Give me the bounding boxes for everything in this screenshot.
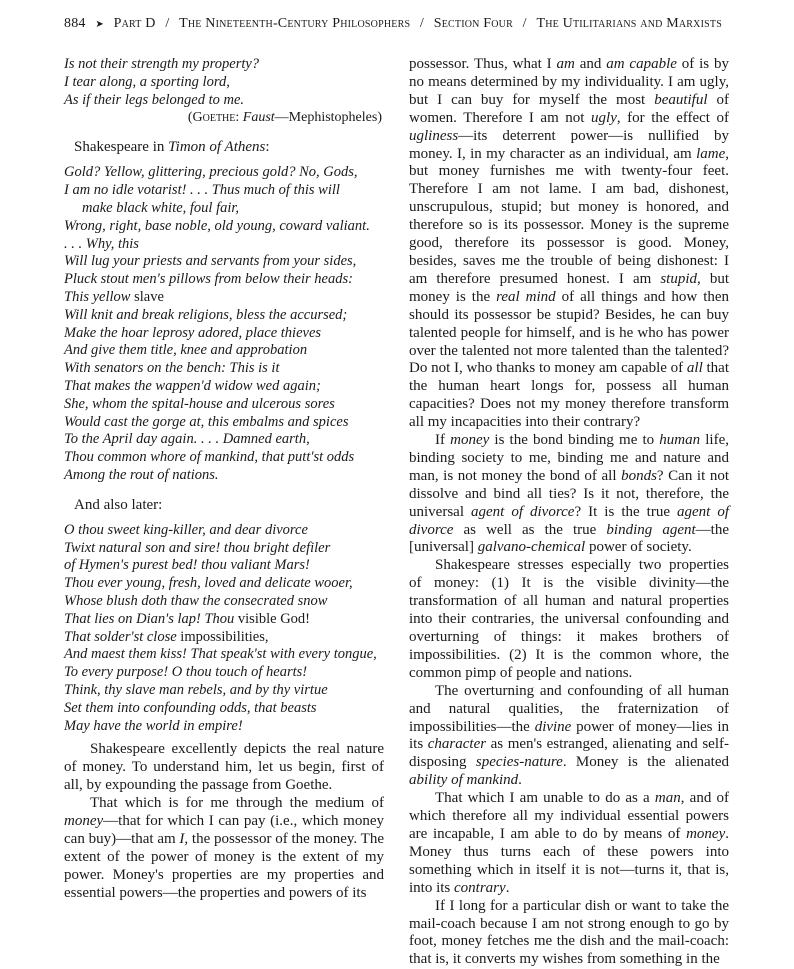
- verse-line: Thou common whore of mankind, that putt'st odds: [64, 449, 355, 466]
- text-run: . Money thus turns each of these powers into something which in itself it is not—turns it, that is, into its: [409, 825, 729, 896]
- verse-line: Set them into confounding odds, that beasts: [64, 699, 317, 716]
- text-run: The overturning and confounding of all human and natural qualities, the fraternization of impossibilities—the: [409, 682, 729, 735]
- text-run: of all things and how then should its possessor be stupid? Besides, he can buy talented people for himself, and is he who has power over the talented not more talented than the talented? Do not I, who thanks to money am capable of: [409, 288, 730, 377]
- text-run: That which is for me through the medium of: [90, 795, 384, 812]
- verse-line: Among the rout of nations.: [64, 466, 219, 483]
- running-header: [64, 16, 740, 40]
- arrow-icon: ➤: [95, 19, 104, 30]
- verse-fragment: That solder'st close: [64, 628, 177, 645]
- paragraph: [409, 683, 729, 790]
- text-run: divine: [534, 718, 572, 735]
- text-run: beautiful: [654, 91, 708, 108]
- right-prose: [409, 56, 729, 969]
- text-run: as men's estranged, alienating and self-disposing: [409, 736, 729, 771]
- text-run: power of money—lies in its: [409, 718, 729, 753]
- verse-line: To every purpose! O thou touch of hearts!: [64, 664, 308, 681]
- goethe-attribution: [64, 109, 384, 127]
- verse-fragment: impossibilities,: [176, 628, 269, 645]
- verse-line: And give them title, knee and approbation: [64, 342, 308, 359]
- header-chapter: The Utilitarians and Marxists: [536, 16, 722, 31]
- verse-line: Would cast the gorge at, this embalms and spices: [64, 413, 349, 430]
- text-run: ugliness: [409, 127, 459, 144]
- verse-line: [64, 629, 384, 647]
- verse-line: As if their legs belonged to me.: [64, 91, 245, 108]
- verse-line: Whose blush doth thaw the consecrated snow: [64, 592, 328, 609]
- left-prose: [64, 741, 384, 902]
- text-run: of is by no means determined by my individuality. I am ugly, but I can buy for myself the most: [409, 56, 729, 108]
- text-run: agent of divorce: [409, 503, 730, 538]
- text-run: bonds: [621, 467, 657, 484]
- text-run: all: [686, 360, 703, 377]
- text-run: .: [505, 879, 510, 896]
- verse-line: Think, thy slave man rebels, and by thy virtue: [64, 681, 328, 698]
- verse-line: Is not their strength my property?: [64, 56, 260, 72]
- text-run: . Money is the alienated: [562, 754, 729, 771]
- attribution-work: Faust: [242, 110, 275, 126]
- verse-fragment: slave: [130, 288, 164, 305]
- paragraph: Shakespeare excellently depicts the real nature of money. To understand him, let us begin, first of all, by expounding the passage from Goethe.: [64, 741, 384, 794]
- intro-text: Shakespeare in: [74, 139, 169, 156]
- text-run: , for the effect of: [616, 109, 730, 126]
- text-run: ugly: [591, 109, 617, 126]
- verse-line: . . . Why, this: [64, 235, 139, 252]
- verse-line: Wrong, right, base noble, old young, coward valiant.: [64, 217, 370, 234]
- text-run: is the bond binding me to: [489, 432, 660, 449]
- text-run: and: [574, 56, 607, 72]
- text-run: binding agent: [606, 521, 696, 538]
- timon-verse-2: [64, 522, 384, 736]
- text-run: —the [universal]: [409, 521, 729, 556]
- left-column: [64, 56, 384, 902]
- text-run: man: [654, 790, 681, 807]
- intro-colon: :: [265, 139, 270, 156]
- text-run: , but money furnishes me with twenty-four feet. Therefore I am not lame. I am bad, dishonest, unscrupulous, stupid; but money is honored, and therefore so is its possessor. Money is the supreme good, therefore its possessor is good. Money, besides, saves me the trouble of being dishonest: I am therefore presumed honest. I am: [409, 145, 729, 287]
- text-run: ? It is the true: [574, 503, 677, 520]
- verse-fragment: This yellow: [64, 288, 131, 305]
- text-run: as well as the true: [453, 521, 607, 538]
- verse-line: [64, 289, 384, 307]
- text-run: —that for which I can pay (i.e., which money can buy)—that am: [64, 812, 384, 847]
- paragraph: If I long for a particular dish or want to take the mail-coach because I am not strong enough to go by foot, money fetches me the dish and the mail-coach: that is, it converts my wishes from something in the: [409, 897, 729, 968]
- also-later-intro: And also later:: [74, 496, 163, 513]
- text-run: ability of mankind: [409, 772, 519, 789]
- text-run: life, binding society to me, binding me and nature and man, is not money the bond of all: [409, 432, 729, 484]
- text-run: lame: [696, 145, 726, 162]
- text-run: species-nature: [475, 754, 563, 771]
- timon-verse-1: [64, 164, 384, 484]
- text-run: that the human heart longs for, possess all human capacities? Does not my money therefore transform all my incapacities into their contrary?: [409, 360, 729, 431]
- verse-line: [64, 611, 384, 629]
- verse-line: To the April day again. . . . Damned earth,: [64, 431, 310, 448]
- text-run: agent of divorce: [471, 503, 575, 520]
- header-section-title: The Nineteenth-Century Philosophers: [179, 16, 411, 31]
- header-separator: /: [419, 16, 425, 31]
- text-run: That which I am unable to do as a: [435, 790, 655, 807]
- text-run: .: [518, 772, 522, 789]
- paragraph: Shakespeare stresses especially two properties of money: (1) It is the visible divinity—the transformation of all human and natural properties into their contraries, the universal confounding and overturning of things: it makes brothers of impossibilities. (2) It is the common whore, the common pimp of people and nations.: [409, 557, 729, 681]
- attribution-close: —Mephistopheles): [274, 110, 382, 126]
- verse-line: I am no idle votarist! . . . Thus much of this will: [64, 182, 340, 199]
- text-run: money: [64, 812, 104, 829]
- text-run: contrary: [454, 879, 506, 896]
- text-run: , the possessor of the money. The extent of the power of money is the extent of my power. Money's properties are my properties and essential powers—the properties and powers of its: [64, 830, 384, 901]
- right-column: [409, 56, 729, 969]
- paragraph: [64, 795, 384, 902]
- text-run: —its deterrent power—is nullified by money. I, in my character as an individual, am: [409, 127, 729, 162]
- attribution-open: (Goethe:: [187, 110, 243, 126]
- verse-line: With senators on the bench: This is it: [64, 360, 280, 377]
- header-part: Part D: [113, 16, 156, 31]
- text-run: stupid: [660, 270, 698, 287]
- text-run: money: [450, 432, 490, 449]
- goethe-verse: [64, 56, 384, 109]
- verse-line: And maest them kiss! That speak'st with every tongue,: [64, 646, 377, 663]
- header-separator: /: [522, 16, 527, 31]
- text-run: real mind: [496, 288, 556, 305]
- intro-work-title: Timon of Athens: [168, 139, 266, 156]
- verse-line: She, whom the spital-house and ulcerous sores: [64, 395, 335, 412]
- verse-line: Thou ever young, fresh, loved and delicate wooer,: [64, 575, 353, 592]
- verse-line: Will lug your priests and servants from your sides,: [64, 253, 357, 270]
- verse-line: make black white, foul fair,: [82, 199, 240, 216]
- text-run: money: [686, 825, 726, 842]
- verse-line: I tear along, a sporting lord,: [64, 73, 230, 90]
- text-run: I: [179, 830, 185, 847]
- text-run: If: [435, 432, 451, 449]
- text-run: of women. Therefore I am not: [409, 91, 729, 126]
- paragraph: [409, 790, 729, 897]
- verse-line: Gold? Yellow, glittering, precious gold? No, Gods,: [64, 164, 358, 181]
- verse-line: of Hymen's purest bed! thou valiant Mars!: [64, 557, 310, 574]
- header-section: Section Four: [433, 16, 513, 31]
- verse-line: Make the hoar leprosy adored, place thieves: [64, 324, 322, 341]
- verse-line: O thou sweet king-killer, and dear divorce: [64, 521, 308, 538]
- text-run: am: [556, 56, 575, 72]
- verse-line: Will knit and break religions, bless the accursed;: [64, 306, 348, 323]
- text-run: possessor. Thus, what I: [409, 56, 557, 72]
- page-number: 884: [64, 16, 86, 31]
- paragraph: [409, 56, 729, 432]
- verse-fragment: visible God!: [234, 610, 310, 627]
- verse-line: Twixt natural son and sire! thou bright defiler: [64, 539, 331, 556]
- text-run: ? Can it not dissolve and bind all ties? Is it not, therefore, the universal: [409, 467, 730, 520]
- text-run: galvano-chemical: [477, 539, 586, 556]
- verse-line: May have the world in empire!: [64, 717, 243, 734]
- header-separator: /: [165, 16, 170, 31]
- verse-fragment: That lies on Dian's lap! Thou: [64, 610, 235, 627]
- text-run: , but money is the: [409, 270, 730, 305]
- verse-line: That makes the wappen'd widow wed again;: [64, 377, 321, 394]
- text-run: human: [659, 432, 701, 449]
- verse-line: Pluck stout men's pillows from below their heads:: [64, 271, 353, 288]
- text-run: , and of which therefore all my individual essential powers are incapable, I am able to do by means of: [409, 790, 729, 842]
- text-run: am capable: [606, 56, 677, 72]
- paragraph: [409, 432, 729, 557]
- timon-intro: [64, 137, 384, 157]
- text-run: character: [427, 736, 487, 753]
- text-run: power of society.: [585, 539, 692, 556]
